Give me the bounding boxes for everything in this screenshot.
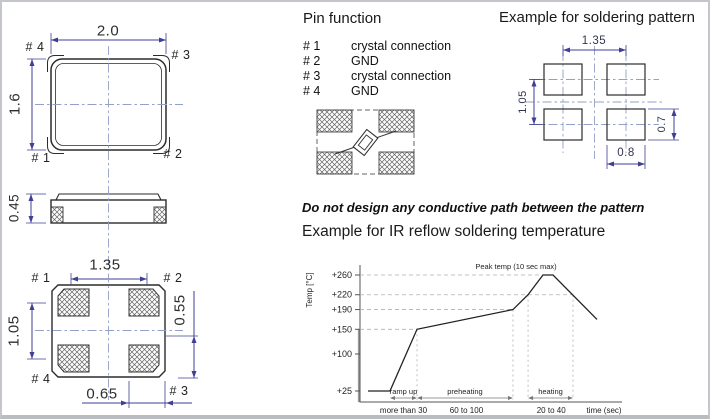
pin-4-function: GND bbox=[351, 84, 379, 98]
bottom-view-pin-4: # 4 bbox=[31, 372, 51, 386]
chart-axes bbox=[360, 265, 622, 402]
region-label: preheating bbox=[447, 387, 483, 396]
pin-1-function: crystal connection bbox=[351, 39, 452, 53]
bottom-view-left-dim: 1.05 bbox=[5, 315, 23, 347]
region-arrowhead bbox=[568, 396, 573, 400]
pin-function-title: Pin function bbox=[303, 10, 382, 27]
side-pad-left bbox=[51, 207, 63, 223]
y-tick-label: +190 bbox=[331, 304, 352, 315]
y-tick-label: +100 bbox=[331, 348, 352, 359]
soldering-top-dim: 1.35 bbox=[581, 35, 607, 47]
pin-3-function: crystal connection bbox=[351, 69, 452, 83]
bottom-view-pin-2: # 2 bbox=[163, 271, 183, 285]
y-tick-label: +25 bbox=[336, 386, 352, 396]
region-arrowhead bbox=[412, 396, 417, 400]
reflow-temperature-chart bbox=[305, 262, 622, 415]
pin-2-number: # 2 bbox=[303, 54, 321, 68]
bottom-pad-1 bbox=[58, 289, 89, 316]
soldering-right-dim: 0.7 bbox=[656, 115, 668, 133]
pin-2-function: GND bbox=[351, 54, 379, 68]
bottom-view-bottom-dim: 0.65 bbox=[86, 385, 118, 403]
x-axis-label: more than 30 bbox=[379, 406, 428, 415]
region-label: ramp up bbox=[389, 387, 418, 396]
top-view-drawing bbox=[27, 33, 170, 154]
soldering-left-dim: 1.05 bbox=[517, 90, 529, 114]
temperature-profile-line bbox=[368, 275, 597, 391]
side-view-height-dim: 0.45 bbox=[6, 193, 22, 223]
pin-1-number: # 1 bbox=[303, 39, 321, 53]
x-axis-label: 20 to 40 bbox=[536, 406, 566, 415]
bottom-view-top-dim: 1.35 bbox=[89, 256, 121, 274]
x-axis-title: time (sec) bbox=[586, 406, 622, 415]
reflow-chart-title: Example for IR reflow soldering temperature bbox=[302, 223, 606, 240]
bottom-pad-3 bbox=[129, 345, 159, 372]
top-view-pin-1: # 1 bbox=[31, 151, 51, 165]
pin-3-number: # 3 bbox=[303, 69, 321, 83]
top-view-height-dim: 1.6 bbox=[6, 92, 24, 116]
region-arrowhead bbox=[390, 396, 395, 400]
pin-function-diagram bbox=[317, 110, 414, 174]
side-pad-right bbox=[154, 207, 166, 223]
pin-4-number: # 4 bbox=[303, 84, 321, 98]
top-view-pin-3: # 3 bbox=[171, 48, 191, 62]
top-view-pin-2: # 2 bbox=[163, 147, 183, 161]
soldering-bottom-dim: 0.8 bbox=[617, 147, 635, 159]
region-arrowhead bbox=[508, 396, 513, 400]
peak-temp-annotation: Peak temp (10 sec max) bbox=[475, 262, 557, 271]
x-axis-label: 60 to 100 bbox=[449, 406, 484, 415]
conductive-path-note: Do not design any conductive path between the pattern bbox=[302, 200, 645, 215]
crystal-symbol bbox=[353, 130, 378, 156]
bottom-view-pin-3: # 3 bbox=[169, 384, 189, 398]
bottom-view-pin-1: # 1 bbox=[31, 271, 51, 285]
y-tick-label: +220 bbox=[331, 289, 352, 300]
region-label: heating bbox=[538, 387, 563, 396]
bottom-view-right-dim: 0.55 bbox=[171, 294, 189, 326]
region-arrowhead bbox=[417, 396, 422, 400]
bottom-pad-4 bbox=[58, 345, 89, 372]
soldering-pattern-drawing bbox=[525, 45, 679, 169]
y-tick-label: +260 bbox=[331, 270, 352, 280]
soldering-pattern-title: Example for soldering pattern bbox=[499, 9, 695, 26]
bottom-pad-2 bbox=[129, 289, 159, 316]
top-view-width-dim: 2.0 bbox=[96, 22, 120, 40]
y-tick-label: +150 bbox=[331, 324, 352, 335]
region-arrowhead bbox=[528, 396, 533, 400]
side-view-drawing bbox=[26, 194, 166, 223]
top-view-pin-4: # 4 bbox=[25, 40, 45, 54]
y-axis-title: Temp [°C] bbox=[305, 272, 314, 308]
